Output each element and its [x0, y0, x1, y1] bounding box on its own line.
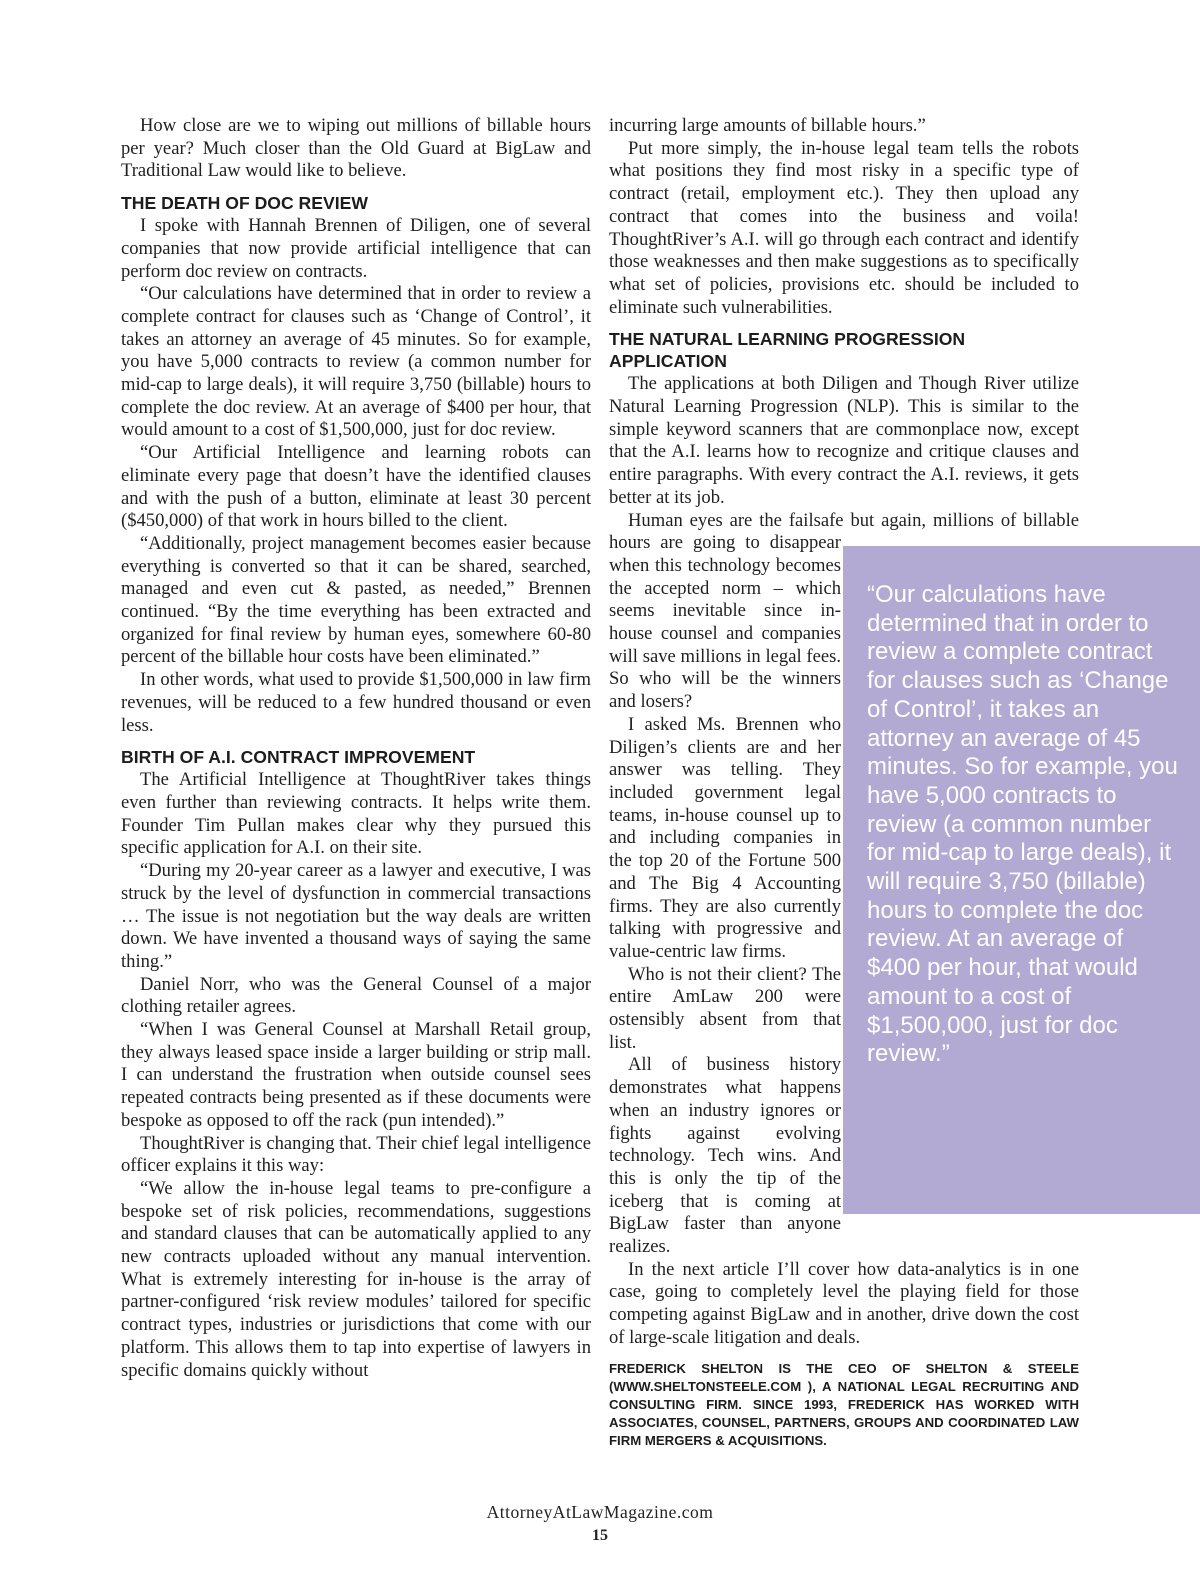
- continued-paragraph: incurring large amounts of billable hours.”: [609, 115, 926, 136]
- body-paragraph: In other words, what used to provide $1,500,000 in law firm revenues, will be reduced to a few hundred thousand or even less.: [121, 669, 591, 736]
- body-paragraph: All of business history demonstrates what happens when an industry ignores or fights against evolving technology. Tech wins. And this is only the tip of the iceberg that is coming at BigLaw faster than anyone realizes.: [609, 1054, 841, 1258]
- body-paragraph: “Our Artificial Intelligence and learning robots can eliminate every page that doesn’t have the identified clauses and with the push of a button, eliminate at least 30 percent ($450,000) of that work in hours billed to the client.: [121, 442, 591, 532]
- body-paragraph: I spoke with Hannah Brennen of Diligen, one of several companies that now provide artificial intelligence that can perform doc review on contracts.: [121, 215, 591, 282]
- left-column: [121, 115, 591, 1382]
- body-paragraph: “When I was General Counsel at Marshall Retail group, they always leased space inside a larger building or strip mall. I can understand the frustration when outside counsel sees repeated contracts being presented as if these documents were bespoke as opposed to off the rack (pun intended).”: [121, 1019, 591, 1131]
- body-paragraph: ThoughtRiver is changing that. Their chief legal intelligence officer explains it this way:: [121, 1132, 591, 1177]
- intro-paragraph: How close are we to wiping out millions of billable hours per year? Much closer than the Old Guard at BigLaw and Traditional Law would like to believe.: [121, 115, 591, 182]
- author-bio: FREDERICK SHELTON IS THE CEO OF SHELTON & STEELE (WWW.SHELTONSTEELE.COM ), A NATIONAL LEGAL RECRUITING AND CONSULTING FIRM. SINCE 1993, FREDERICK HAS WORKED WITH ASSOCIATES, COUNSEL, PARTNERS, GROUPS AND COORDINATED LAW FIRM MERGERS & ACQUISITIONS.: [609, 1360, 1079, 1448]
- section-heading-death-of-doc-review: THE DEATH OF DOC REVIEW: [121, 193, 368, 214]
- body-paragraph: Human eyes are the failsafe but again, millions of billable hours are going to disappear when this technology becomes the accepted norm – which seems inevitable since in-house counsel and companies will save millions in legal fees. So who will be the winners and losers?: [609, 509, 1079, 713]
- body-paragraph: “We allow the in-house legal teams to pre-configure a bespoke set of risk policies, recommendations, suggestions and standard clauses that can be automatically applied to any new contracts uploaded without any manual intervention. What is extremely interesting for in-house is the array of partner-configured ‘risk review modules’ tailored for specific contract types, industries or jurisdictions that come with our platform. This allows them to tap into expertise of lawyers in specific domains quickly without: [121, 1177, 591, 1381]
- body-paragraph: “Additionally, project management becomes easier because everything is converted so that it can be shared, searched, managed and even cut & pasted, as needed,” Brennen continued. “By the time everything has been extracted and organized for final review by human eyes, somewhere 60-80 percent of the billable hour costs have been eliminated.”: [121, 532, 591, 668]
- body-paragraph: Put more simply, the in-house legal team tells the robots what positions they find most risky in a specific type of contract (retail, employment etc.). They then upload any contract that comes into the business and voila! ThoughtRiver’s A.I. will go through each contract and identify those weaknesses and then make suggestions as to specifically what set of policies, provisions etc. should be included to eliminate such vulnerabilities.: [609, 137, 1079, 318]
- footer-site-url: AttorneyAtLawMagazine.com: [486, 1502, 714, 1522]
- pull-quote-text: “Our calculations have determined that in order to review a complete contract for clauses such as ‘Change of Control’, it takes an attorney an average of 45 minutes. So for example, you have 5,000 contracts to review (a common number for mid-cap to large deals), it will require 3,750 (billable) hours to complete the doc review. At an average of $400 per hour, that would amount to a cost of $1,500,000, just for doc review.”: [867, 581, 1178, 1068]
- body-paragraph: “Our calculations have determined that in order to review a complete contract for clauses such as ‘Change of Control’, it takes an attorney an average of 45 minutes. So for example, you have 5,000 contracts to review (a common number for mid-cap to large deals), it will require 3,750 (billable) hours to complete the doc review. At an average of $400 per hour, that would amount to a cost of $1,500,000, just for doc review.: [121, 283, 591, 441]
- body-paragraph: In the next article I’ll cover how data-analytics is in one case, going to completely level the playing field for those competing against BigLaw and in another, drive down the cost of large-scale litigation and deals.: [609, 1258, 1079, 1348]
- page-number: 15: [592, 1527, 608, 1544]
- section-heading-nlp-application: THE NATURAL LEARNING PROGRESSION APPLICATION: [609, 329, 966, 372]
- section-heading-birth-of-ai: BIRTH OF A.I. CONTRACT IMPROVEMENT: [121, 747, 476, 768]
- body-paragraph: The applications at both Diligen and Though River utilize Natural Learning Progression (NLP). This is similar to the simple keyword scanners that are commonplace now, except that the A.I. learns how to recognize and critique clauses and entire paragraphs. With every contract the A.I. reviews, it gets better at its job.: [609, 373, 1079, 508]
- body-paragraph: “During my 20-year career as a lawyer and executive, I was struck by the level of dysfunction in commercial transactions … The issue is not negotiation but the way deals are written down. We have invented a thousand ways of saying the same thing.”: [121, 860, 591, 972]
- body-paragraph: Who is not their client? The entire AmLaw 200 were ostensibly absent from that list.: [609, 963, 841, 1053]
- body-paragraph: Daniel Norr, who was the General Counsel of a major clothing retailer agrees.: [121, 973, 591, 1018]
- pull-quote-box: [843, 546, 1200, 1214]
- body-paragraph: The Artificial Intelligence at ThoughtRiver takes things even further than reviewing contracts. It helps write them. Founder Tim Pullan makes clear why they pursued this specific application for A.I. on their site.: [121, 769, 591, 859]
- body-paragraph: I asked Ms. Brennen who Diligen’s clients are and her answer was telling. They included government legal teams, in-house counsel up to and including companies in the top 20 of the Fortune 500 and The Big 4 Accounting firms. They are also currently talking with progressive and value-centric law firms.: [609, 713, 841, 962]
